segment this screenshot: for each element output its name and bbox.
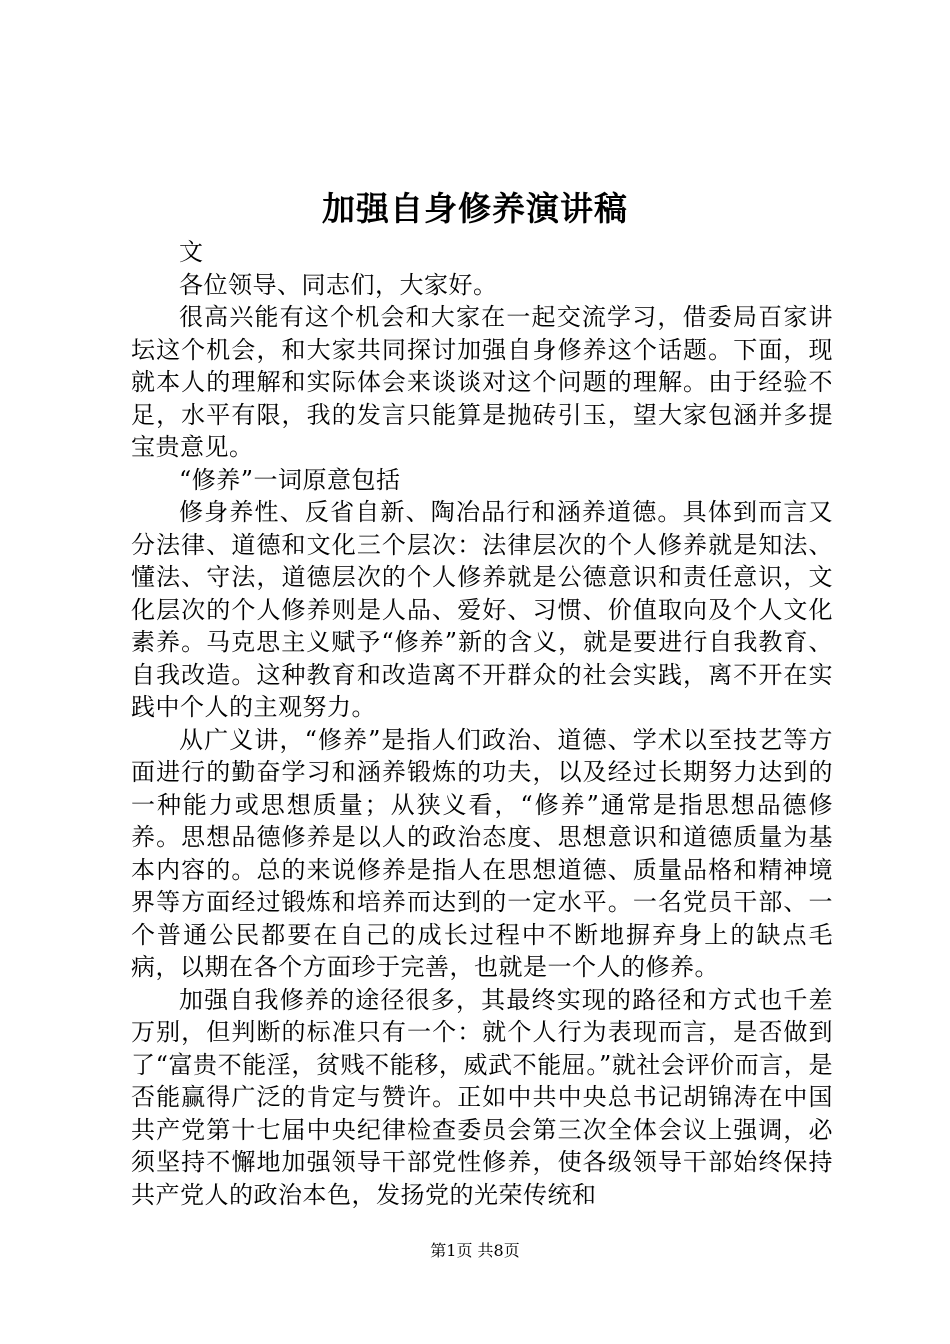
broad-meaning-paragraph: 从广义讲，“修养”是指人们政治、道德、学术以至技艺等方面进行的勤奋学习和涵养锻炼的功夫，以及经过长期努力达到的一种能力或思想质量；从狭义看，“修养”通常是指思想品德修养。思想品德修养是以人的政治态度、思想意识和道德质量为基本内容的。总的来说修养是指人在思想道德、质量品格和精神境界等方面经过锻炼和培养而达到的一定水平。一名党员干部、一个普通公民都要在自己的成长过程中不断地摒弃身上的缺点毛病，以期在各个方面珍于完善，也就是一个人的修养。 (131, 725, 833, 981)
definition-paragraph: 修身养性、反省自新、陶冶品行和涵养道德。具体到而言又分法律、道德和文化三个层次：法律层次的个人修养就是知法、懂法、守法，道德层次的个人修养就是公德意识和责任意识，文化层次的个人修养则是人品、爱好、习惯、价值取向及个人文化素养。马克思主义赋予“修养”新的含义，就是要进行自我教育、自我改造。这种教育和改造离不开群众的社会实践，离不开在实践中个人的主观努力。 (131, 498, 833, 721)
definition-heading-paragraph: “修养”一词原意包括 (179, 465, 401, 494)
document-body (131, 236, 833, 1211)
document-title: 加强自身修养演讲稿 (322, 189, 628, 228)
author-line: 文 (179, 238, 204, 266)
intro-paragraph: 很高兴能有这个机会和大家在一起交流学习，借委局百家讲坛这个机会，和大家共同探讨加强自身修养这个话题。下面，现就本人的理解和实际体会来谈谈对这个问题的理解。由于经验不足，水平有限，我的发言只能算是抛砖引玉，望大家包涵并多提宝贵意见。 (131, 303, 833, 461)
greeting-paragraph: 各位领导、同志们，大家好。 (179, 270, 498, 299)
page-footer: 第1页 共8页 (430, 1241, 520, 1260)
cultivation-path-paragraph: 加强自我修养的途径很多，其最终实现的路径和方式也千差万别，但判断的标准只有一个：就个人行为表现而言，是否做到了“富贵不能淫，贫贱不能移，威武不能屈。”就社会评价而言，是否能赢得广泛的肯定与赞许。正如中共中央总书记胡锦涛在中国共产党第十七届中央纪律检查委员会第三次全体会议上强调，必须坚持不懈地加强领导干部党性修养，使各级领导干部始终保持共产党人的政治本色，发扬党的光荣传统和 (131, 985, 833, 1209)
